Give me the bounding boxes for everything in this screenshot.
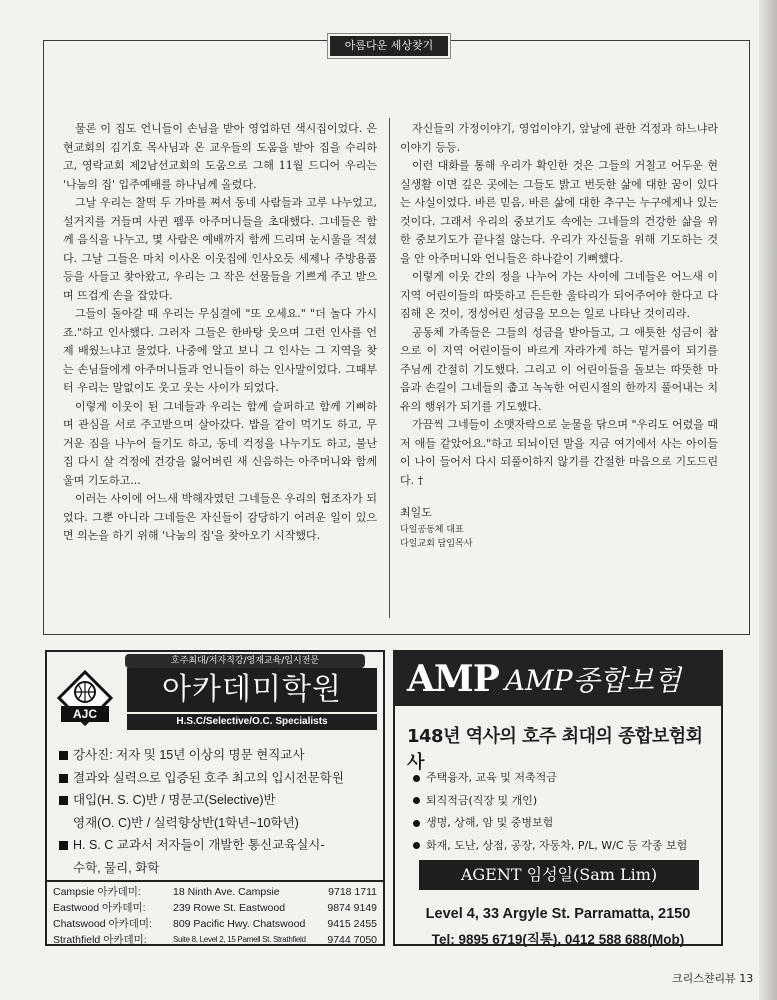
bullet-dot-icon xyxy=(413,842,420,849)
bullet-square-icon xyxy=(59,841,68,850)
academy-tagline: 호주최대/저자직강/영재교육/입시전문 xyxy=(125,654,365,668)
list-item: H. S. C 교과서 저자들이 개발한 통신교육실시- xyxy=(59,834,379,857)
bullet-dot-icon xyxy=(413,775,420,782)
academy-subtitle: H.S.C/Selective/O.C. Specialists xyxy=(127,714,377,730)
article-paragraph: 그날 우리는 찰떡 두 가마를 쪄서 동네 사람들과 고루 나누었고, 설거지를 거들며 사귄 펨푸 아주머니들을 초대했다. 그네들은 함께 음식을 나누고, 몇 사람은 예배까지 함께 드리며 눈시울을 적셨다. 그날 그들은 마치 이사온 이웃집에 인사오듯 세제나 주방용품 등을 사들고 찾아왔고, 우리는 그 작은 선물들을 기쁘게 주고 받으며 뜨겁게 손을 잡았다. xyxy=(63,196,377,302)
branch-row: Campsie 아카데미: 18 Ninth Ave. Campsie 9718 1711 xyxy=(53,886,377,898)
branch-row: Eastwood 아카데미: 239 Rowe St. Eastwood 9874 9149 xyxy=(53,902,377,914)
page-footer xyxy=(672,970,753,986)
amp-banner xyxy=(395,652,721,706)
bullet-square-icon xyxy=(59,796,68,805)
branch-row: Strathfield 아카데미: Suite 8, Level 2, 15 Parnell St. Strathfield 9744 7050 xyxy=(53,934,377,946)
article-paragraph: 공동체 가족들은 그들의 성금을 받아들고, 그 애틋한 성금이 참으로 이 지역 어린이들이 바르게 자라가게 하는 밑거름이 되기를 주님께 간절히 기도했다. 그리고 이 어린이들을 돌보는 따뜻한 마음과 손길이 그네들의 춥고 녹녹한 어린시절의 한까지 풀어내는 치유의 행위가 되기를 기도했다. xyxy=(400,325,718,413)
academy-ad xyxy=(45,650,385,946)
list-item: 생명, 상해, 암 및 중병보험 xyxy=(413,812,713,835)
article-left-column xyxy=(63,120,377,546)
amp-phones: Tel: 9895 6719(직통), 0412 588 688(Mob) xyxy=(431,932,685,947)
article-paragraph: 이런 대화를 통해 우리가 확인한 것은 그들의 거칠고 어두운 현실생활 이면 깊은 곳에는 그들도 밝고 번듯한 삶에 대한 꿈이 있다는 사실이었다. 바른 믿음, 바른 삶에 대한 추구는 누구에게나 있는 것이다. 그래서 우리의 중보기도 속에는 그네들의 건강한 삶을 위한 중보기도가 끝나질 않는다. 우리가 자신들을 위해 기도하는 것을 안 아주머니와 언니들은 하나같이 기뻐했다. xyxy=(400,159,718,265)
article-paragraph: 자신들의 가정이야기, 영업이야기, 앞날에 관한 걱정과 하느냐라 이야기 등등. xyxy=(400,122,718,154)
bullet-dot-icon xyxy=(413,797,420,804)
author-title: 다일공동체 대표 xyxy=(400,524,464,535)
academy-name: 아카데미학원 xyxy=(127,668,377,712)
amp-logo: AMP xyxy=(407,658,499,700)
author-name: 최일도 xyxy=(400,506,432,519)
amp-banner-title: AMP종합보험 xyxy=(504,664,681,697)
amp-insurance-ad xyxy=(393,650,723,946)
academy-branch-list xyxy=(47,880,383,946)
list-item: 결과와 실력으로 입증된 호주 최고의 입시전문학원 xyxy=(59,767,379,790)
amp-service-list xyxy=(413,767,713,857)
list-item: 강사진: 저자 및 15년 이상의 명문 현직교사 xyxy=(59,744,379,767)
list-item-continuation: 영재(O. C)반 / 실력향상반(1학년~10학년) xyxy=(73,815,299,830)
article-right-column xyxy=(400,120,718,551)
bullet-square-icon xyxy=(59,774,68,783)
article-paragraph: 이렇게 이웃 간의 정을 나누어 가는 사이에 그네들은 어느새 이 지역 어린이들의 따뜻하고 든든한 울타리가 되어주어야 한다고 다짐해 온 것이, 정성어린 성금을 모으는 일로 나타난 것이리라. xyxy=(400,270,718,320)
list-item-continuation: 수학, 물리, 화학 xyxy=(73,860,160,875)
bullet-dot-icon xyxy=(413,820,420,827)
amp-agent-label: AGENT 임성일(Sam Lim) xyxy=(419,860,699,890)
list-item: 주택융자, 교육 및 저축적금 xyxy=(413,767,713,790)
column-divider xyxy=(389,118,390,618)
amp-address: Level 4, 33 Argyle St. Parramatta, 2150 xyxy=(425,906,691,922)
branch-row: Chatswood 아카데미: 809 Pacific Hwy. Chatswood 9415 2455 xyxy=(53,918,377,930)
list-item: 화재, 도난, 상점, 공장, 자동차, P/L, W/C 등 각종 보험 xyxy=(413,835,713,858)
article-paragraph: 그들이 돌아갈 때 우리는 무심결에 "또 오세요." "더 놀다 가시죠."하고 인사했다. 그러자 그들은 한바탕 웃으며 그런 인사를 언제 배웠느냐고 물었다. 나중에 알고 보니 그 인사는 그 지역을 찾는 손님들에게 아주머니들과 언니들이 하는 인사말이었다. 그때부터 우리는 말없이도 웃고 웃는 사이가 되었다. xyxy=(63,307,377,394)
ajc-logo-icon xyxy=(57,670,113,730)
page-number: 13 xyxy=(739,972,754,985)
article-paragraph: 이렇게 이웃이 된 그네들과 우리는 함께 슬퍼하고 함께 기뻐하며 관심을 서로 주고받으며 살아갔다. 밥을 같이 먹기도 하고, 무거운 짐을 나누어 들기도 하고, 동네 걱정을 나누기도 하고, 불난 집 다시 살 걱정에 건강을 잃어버린 새 신음하는 아주머니와 함께 울며 기도하고... xyxy=(63,399,377,487)
section-label: 아름다운 세상찾기 xyxy=(328,34,450,58)
article-paragraph: 물론 이 집도 언니들이 손님을 받아 영업하던 색시집이었다. 은현교회의 김기호 목사님과 온 교우들의 도움을 받아 집을 수리하고, 영락교회 제2남선교회의 도움으로 그해 11월 드디어 우리는 '나눔의 집' 입주예배를 하나님께 올렸다. xyxy=(63,122,377,191)
article-paragraph: 이러는 사이에 어느새 박해자였던 그네들은 우리의 협조자가 되었다. 그뿐 아니라 그네들은 자신들이 감당하기 어려운 일이 있으면 의논을 하기 위해 '나눔의 집'을 찾아오기 시작했다. xyxy=(63,492,377,542)
list-item: 퇴직적금(직장 및 개인) xyxy=(413,790,713,813)
magazine-name: 크리스챤리뷰 xyxy=(672,972,736,985)
amp-headline: 148년 역사의 호주 최대의 종합보험회사 xyxy=(407,726,703,773)
academy-feature-list xyxy=(59,744,379,879)
author-title: 다일교회 담임목사 xyxy=(400,538,473,549)
page-edge-shadow xyxy=(759,0,777,1000)
list-item: 대입(H. S. C)반 / 명문고(Selective)반 xyxy=(59,789,379,812)
ajc-logo-text: AJC xyxy=(72,707,98,721)
bullet-square-icon xyxy=(59,751,68,760)
article-paragraph: 가끔씩 그네들이 소맷자락으로 눈물을 닦으며 "우리도 어렸을 때 저 애들 같았어요."하고 되뇌이던 말을 지금 여기에서 사는 아이들이 나이 들어서 다시 되풀이하지 않기를 간절한 마음으로 기도드린다. † xyxy=(400,418,718,487)
